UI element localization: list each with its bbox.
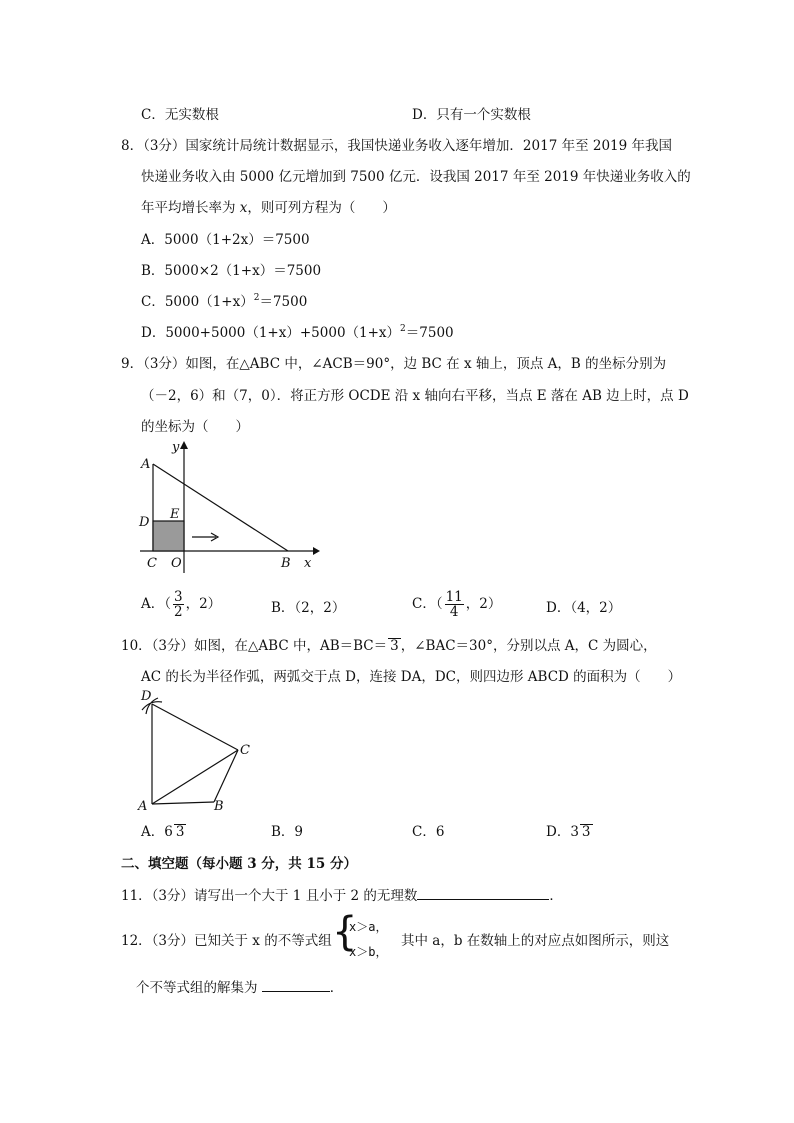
q8-stem-line2: 快递业务收入由 5000 亿元增加到 7500 亿元．设我国 2017 年至 2019 年快递业务收入的 bbox=[141, 169, 691, 185]
q9-stem-line1: 9．（3分）如图，在△ABC 中，∠ACB＝90°，边 BC 在 x 轴上，顶点 A，B 的坐标分别为 bbox=[121, 356, 667, 372]
q10-option-c: C．6 bbox=[412, 824, 445, 840]
q9-stem-line3: 的坐标为（ ） bbox=[141, 419, 249, 435]
q9-label-b: B bbox=[281, 556, 291, 571]
q10-figure bbox=[130, 686, 260, 814]
q10-option-b: B．9 bbox=[271, 824, 304, 840]
q8-stem-line1: 8．（3分）国家统计局统计数据显示，我国快递业务收入逐年增加．2017 年至 2019 年我国 bbox=[121, 138, 673, 154]
q9-option-c: C．（ $\frac{11}{4}$ ，2） bbox=[412, 589, 502, 620]
q8-option-d: D．$5000+5000(1+x)+5000(1+x)^2=7500$ bbox=[141, 324, 454, 341]
q12-inequality-1: x＞a， bbox=[349, 920, 388, 934]
q10-label-b: B bbox=[214, 799, 224, 814]
q10-stem-line2: AC 的长为半径作弧，两弧交于点 D，连接 DA，DC，则四边形 ABCD 的面积为（ ） bbox=[141, 669, 682, 685]
q12-stem-post: 其中 a，b 在数轴上的对应点如图所示，则这 bbox=[401, 933, 670, 949]
q7-option-d: D．只有一个实数根 bbox=[412, 107, 531, 123]
q10-label-c: C bbox=[240, 743, 250, 758]
q9-label-d: D bbox=[139, 515, 150, 530]
q8-stem-line3: 年平均增长率为 x，则可列方程为（ ） bbox=[141, 200, 396, 216]
q9-x-axis-arrow bbox=[313, 547, 320, 555]
q9-square-ocde bbox=[153, 521, 184, 551]
q9-stem-line2: （－2，6）和（7，0）．将正方形 OCDE 沿 x 轴向右平移，当点 E 落在 AB 边上时，点 D bbox=[141, 388, 689, 404]
q12-brace: { bbox=[332, 909, 358, 955]
section-fill-in-title: 二、填空题（每小题 3 分，共 15 分） bbox=[121, 856, 357, 872]
q7-option-c: C．无实数根 bbox=[141, 107, 219, 123]
q10-label-d: D bbox=[141, 689, 152, 704]
q8-option-c: C．$5000(1+x)^2=7500$ bbox=[141, 293, 308, 310]
q9-label-e: E bbox=[170, 507, 180, 522]
q12-stem-line2: 个不等式组的解集为 ． bbox=[136, 980, 344, 996]
q10-stem-line1: 10．（3分）如图，在△ABC 中，AB＝BC＝ 3 ，∠BAC＝30°，分别以点 A，C 为圆心， bbox=[121, 638, 657, 654]
q9-figure bbox=[130, 435, 330, 575]
q11-stem: 11．（3分）请写出一个大于 1 且小于 2 的无理数 ． bbox=[121, 888, 563, 904]
q10-side-ab bbox=[152, 802, 214, 804]
q11-answer-blank[interactable] bbox=[417, 899, 549, 900]
q10-side-dc bbox=[152, 704, 238, 750]
q9-option-d: D．（4，2） bbox=[546, 600, 622, 616]
q10-option-a: A．6 3 bbox=[141, 824, 185, 840]
q9-label-x: x bbox=[304, 556, 312, 571]
q9-option-b: B．（2，2） bbox=[271, 600, 346, 616]
q9-label-y: y bbox=[172, 440, 180, 455]
q9-label-o: O bbox=[171, 556, 182, 571]
q12-answer-blank[interactable] bbox=[262, 991, 330, 992]
q9-option-a: A．（ $\frac{3}{2}$ ，2） bbox=[141, 589, 222, 620]
q9-label-c: C bbox=[147, 556, 157, 571]
q8-option-a: A．5000（1+2x）＝7500 bbox=[141, 232, 310, 248]
q9-y-axis-arrow bbox=[180, 441, 188, 449]
q10-option-d: D．3 3 bbox=[546, 824, 591, 840]
q8-option-b: B．5000×2（1+x）＝7500 bbox=[141, 263, 322, 279]
q10-label-a: A bbox=[138, 799, 148, 814]
q12-inequality-2: x＞b， bbox=[349, 945, 388, 959]
q12-stem-pre: 12．（3分）已知关于 x 的不等式组 bbox=[121, 933, 332, 949]
q9-label-a: A bbox=[141, 457, 151, 472]
